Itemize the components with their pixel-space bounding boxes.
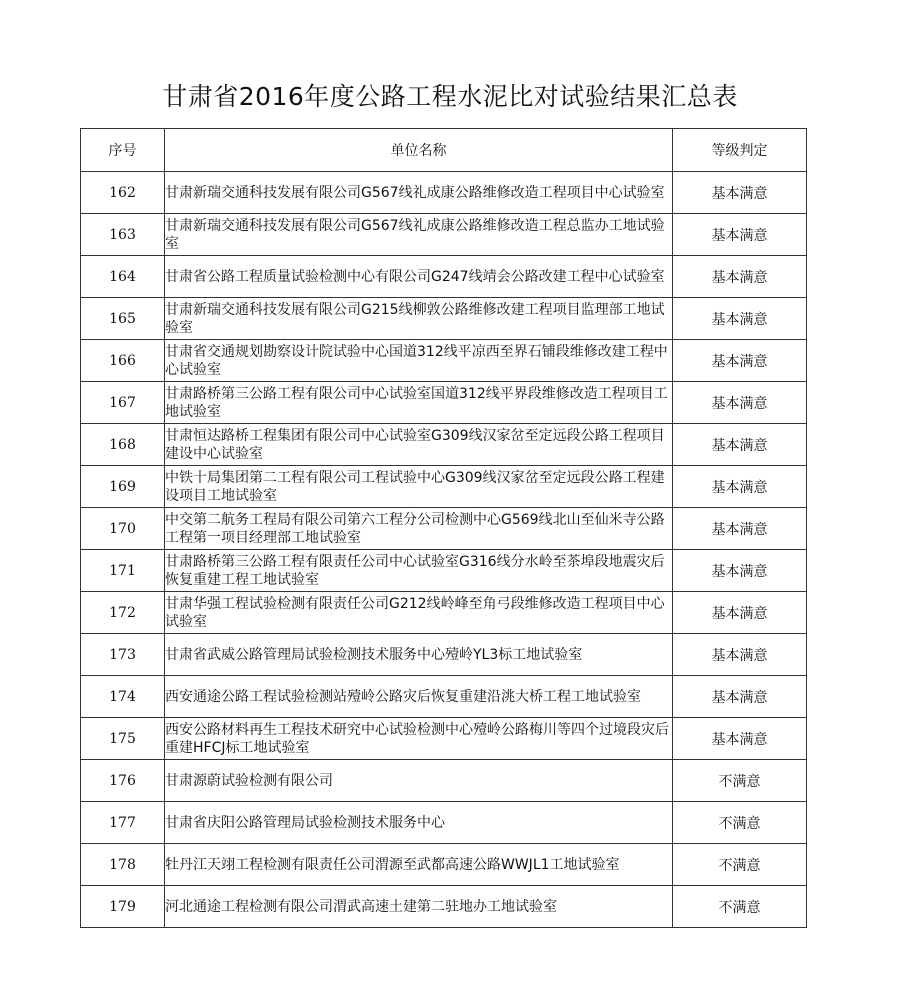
row-unit-name: 牡丹江天翊工程检测有限责任公司渭源至武都高速公路WWJL1工地试验室 [165,844,673,886]
row-grade: 基本满意 [673,340,807,382]
row-grade: 基本满意 [673,382,807,424]
row-serial-number: 164 [81,256,165,298]
table-row [81,760,807,802]
row-unit-name: 甘肃省交通规划勘察设计院试验中心国道312线平凉西至界石铺段维修改建工程中心试验室 [165,340,673,382]
row-unit-name: 甘肃省庆阳公路管理局试验检测技术服务中心 [165,802,673,844]
row-serial-number: 170 [81,508,165,550]
document-title: 甘肃省2016年度公路工程水泥比对试验结果汇总表 [162,82,738,111]
row-grade: 基本满意 [673,424,807,466]
row-unit-name: 甘肃路桥第三公路工程有限公司中心试验室国道312线平界段维修改造工程项目工地试验室 [165,382,673,424]
table-row [81,802,807,844]
row-serial-number: 173 [81,634,165,676]
header-grade: 等级判定 [673,129,807,172]
row-grade: 不满意 [673,802,807,844]
row-unit-name: 河北通途工程检测有限公司渭武高速土建第二驻地办工地试验室 [165,886,673,928]
row-serial-number: 163 [81,214,165,256]
row-serial-number: 165 [81,298,165,340]
row-grade: 基本满意 [673,298,807,340]
table-row [81,466,807,508]
header-serial-number: 序号 [81,129,165,172]
row-unit-name: 西安通途公路工程试验检测站殪岭公路灾后恢复重建沿洮大桥工程工地试验室 [165,676,673,718]
row-serial-number: 178 [81,844,165,886]
row-serial-number: 175 [81,718,165,760]
row-grade: 不满意 [673,844,807,886]
table-row [81,550,807,592]
table-body [81,172,807,928]
table-row [81,382,807,424]
table-row [81,256,807,298]
row-serial-number: 169 [81,466,165,508]
table-row [81,172,807,214]
row-serial-number: 171 [81,550,165,592]
table-row [81,718,807,760]
table-row [81,676,807,718]
row-unit-name: 甘肃华强工程试验检测有限责任公司G212线岭峰至角弓段维修改造工程项目中心试验室 [165,592,673,634]
row-unit-name: 甘肃新瑞交通科技发展有限公司G215线柳敦公路维修改建工程项目监理部工地试验室 [165,298,673,340]
row-serial-number: 162 [81,172,165,214]
row-unit-name: 西安公路材料再生工程技术研究中心试验检测中心殪岭公路梅川等四个过境段灾后重建HFCJ标工地试验室 [165,718,673,760]
row-unit-name: 甘肃恒达路桥工程集团有限公司中心试验室G309线汉家岔至定远段公路工程项目建设中心试验室 [165,424,673,466]
row-serial-number: 176 [81,760,165,802]
table-row [81,844,807,886]
table-row [81,298,807,340]
row-unit-name: 中铁十局集团第二工程有限公司工程试验中心G309线汉家岔至定远段公路工程建设项目工地试验室 [165,466,673,508]
table-row [81,340,807,382]
table-row [81,592,807,634]
row-grade: 基本满意 [673,718,807,760]
table-row [81,634,807,676]
row-grade: 基本满意 [673,172,807,214]
row-serial-number: 179 [81,886,165,928]
row-unit-name: 甘肃源蔚试验检测有限公司 [165,760,673,802]
row-grade: 基本满意 [673,256,807,298]
row-serial-number: 167 [81,382,165,424]
row-grade: 基本满意 [673,592,807,634]
table-row [81,886,807,928]
row-serial-number: 177 [81,802,165,844]
row-grade: 不满意 [673,886,807,928]
row-grade: 基本满意 [673,550,807,592]
row-unit-name: 甘肃省武威公路管理局试验检测技术服务中心殪岭YL3标工地试验室 [165,634,673,676]
results-table [80,128,807,928]
row-serial-number: 168 [81,424,165,466]
row-unit-name: 甘肃新瑞交通科技发展有限公司G567线礼成康公路维修改造工程总监办工地试验室 [165,214,673,256]
table-row [81,424,807,466]
row-grade: 基本满意 [673,634,807,676]
row-grade: 基本满意 [673,214,807,256]
row-unit-name: 甘肃路桥第三公路工程有限责任公司中心试验室G316线分水岭至茶埠段地震灾后恢复重建工程工地试验室 [165,550,673,592]
table-header-row [81,129,807,172]
row-serial-number: 174 [81,676,165,718]
row-serial-number: 172 [81,592,165,634]
table-row [81,214,807,256]
row-unit-name: 甘肃省公路工程质量试验检测中心有限公司G247线靖会公路改建工程中心试验室 [165,256,673,298]
row-unit-name: 中交第二航务工程局有限公司第六工程分公司检测中心G569线北山至仙米寺公路工程第一项目经理部工地试验室 [165,508,673,550]
row-serial-number: 166 [81,340,165,382]
header-unit-name: 单位名称 [165,129,673,172]
row-grade: 基本满意 [673,466,807,508]
row-grade: 不满意 [673,760,807,802]
row-grade: 基本满意 [673,676,807,718]
row-unit-name: 甘肃新瑞交通科技发展有限公司G567线礼成康公路维修改造工程项目中心试验室 [165,172,673,214]
row-grade: 基本满意 [673,508,807,550]
table-row [81,508,807,550]
